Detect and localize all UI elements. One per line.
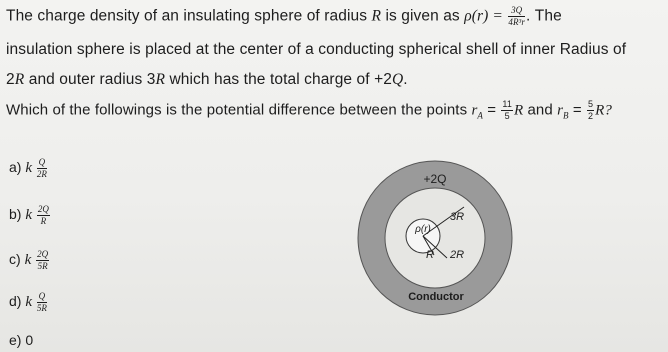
constant-k: k bbox=[25, 207, 33, 224]
question-text: 2 bbox=[6, 71, 15, 88]
rho-label: ρ(r) bbox=[415, 224, 431, 235]
question-text: and bbox=[523, 101, 558, 119]
variable-rB: r bbox=[557, 102, 564, 119]
variable-R: R bbox=[14, 71, 25, 88]
constant-k: k bbox=[25, 294, 33, 311]
question-text: which has the total charge of +2 bbox=[165, 71, 392, 88]
subscript-A: A bbox=[477, 110, 483, 121]
option-numerator: Q bbox=[38, 291, 46, 301]
question-text: . The bbox=[525, 7, 562, 25]
rB-numerator: 5 bbox=[588, 99, 594, 109]
radius-R-label: R bbox=[426, 249, 434, 261]
charge-label: +2Q bbox=[423, 172, 447, 186]
constant-k: k bbox=[25, 160, 33, 177]
rB-denominator: 2 bbox=[588, 111, 594, 121]
equals-sign: = bbox=[482, 101, 501, 119]
question-text: is given as bbox=[381, 7, 465, 25]
radius-3R-label: 3R bbox=[450, 211, 465, 223]
variable-rA: r bbox=[471, 102, 478, 119]
option-label: d) bbox=[9, 293, 22, 310]
option-numerator: Q bbox=[38, 157, 46, 167]
option-label: b) bbox=[9, 206, 22, 223]
option-numerator: 2Q bbox=[37, 204, 49, 214]
variable-Q: Q bbox=[391, 71, 404, 88]
variable-R: R bbox=[371, 7, 382, 25]
question-text: Which of the followings is the potential difference between the points bbox=[6, 101, 472, 119]
variable-R: R bbox=[513, 102, 524, 119]
option-numerator: 2Q bbox=[37, 249, 49, 259]
constant-k: k bbox=[24, 252, 32, 269]
option-denominator: R bbox=[40, 216, 47, 226]
question-text: The charge density of an insulating sphere of radius bbox=[6, 7, 372, 25]
variable-R-question: R? bbox=[595, 102, 613, 119]
option-denominator: 2R bbox=[36, 169, 47, 179]
question-text: . bbox=[403, 71, 408, 88]
rA-numerator: 11 bbox=[502, 99, 512, 109]
option-denominator: 5R bbox=[36, 303, 47, 313]
question-text: insulation sphere is placed at the center of a conducting spherical shell of inner Radius of bbox=[6, 41, 627, 58]
rho-numerator: 3Q bbox=[508, 6, 525, 17]
rA-denominator: 5 bbox=[504, 111, 510, 121]
conductor-label: Conductor bbox=[408, 291, 464, 303]
variable-R: R bbox=[155, 71, 166, 88]
option-label: e) bbox=[9, 332, 22, 348]
question-text: and outer radius 3 bbox=[24, 71, 156, 88]
option-label: a) bbox=[9, 159, 22, 176]
rho-expression: ρ(r) = bbox=[464, 7, 503, 25]
rho-denominator: 4R³r bbox=[508, 17, 525, 27]
option-label: c) bbox=[9, 251, 21, 268]
subscript-B: B bbox=[563, 110, 569, 121]
radius-2R-label: 2R bbox=[450, 249, 465, 261]
option-value: 0 bbox=[25, 332, 34, 348]
equals-sign: = bbox=[568, 101, 587, 119]
option-denominator: 5R bbox=[37, 261, 48, 271]
